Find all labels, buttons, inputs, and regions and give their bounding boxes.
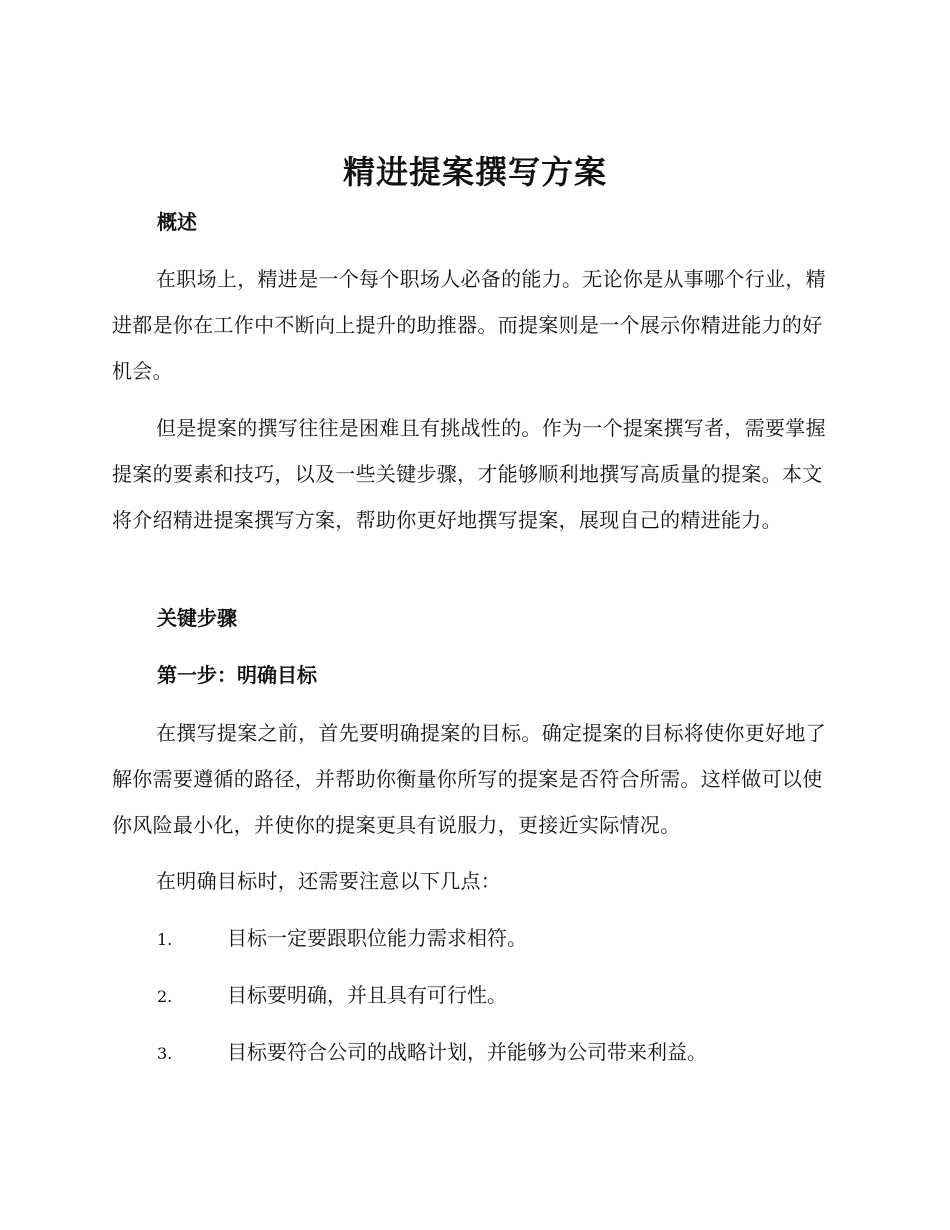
- document-title: 精进提案撰写方案: [342, 153, 607, 191]
- section-heading-overview: 概述: [157, 210, 197, 234]
- list-item: [157, 981, 837, 1011]
- list-item: [157, 924, 837, 954]
- list-item-text: 目标一定要跟职位能力需求相符。: [227, 926, 527, 950]
- list-item-text: 目标要符合公司的战略计划，并能够为公司带来利益。: [227, 1040, 707, 1064]
- paragraph-overview-2: 但是提案的撰写往往是困难且有挑战性的。作为一个提案撰写者，需要掌握提案的要素和技巧，以及一些关键步骤，才能够顺利地撰写高质量的提案。本文将介绍精进提案撰写方案，帮助你更好地撰写提案，展现自己的精进能力。: [112, 416, 826, 532]
- list-item: [157, 1038, 837, 1068]
- step-heading-1: 第一步：明确目标: [157, 663, 317, 687]
- paragraph-step1-1: 在撰写提案之前，首先要明确提案的目标。确定提案的目标将使你更好地了解你需要遵循的路径，并帮助你衡量你所写的提案是否符合所需。这样做可以使你风险最小化，并使你的提案更具有说服力，更接近实际情况。: [112, 721, 826, 837]
- list-marker: 3.: [157, 1044, 173, 1063]
- section-heading-key-steps: 关键步骤: [157, 606, 237, 630]
- paragraph-step1-2: 在明确目标时，还需要注意以下几点：: [156, 869, 502, 893]
- list-item-text: 目标要明确，并且具有可行性。: [227, 983, 507, 1007]
- paragraph-overview-1: 在职场上，精进是一个每个职场人必备的能力。无论你是从事哪个行业，精进都是你在工作中不断向上提升的助推器。而提案则是一个展示你精进能力的好机会。: [112, 267, 826, 383]
- list-marker: 1.: [157, 930, 173, 949]
- list-marker: 2.: [157, 987, 173, 1006]
